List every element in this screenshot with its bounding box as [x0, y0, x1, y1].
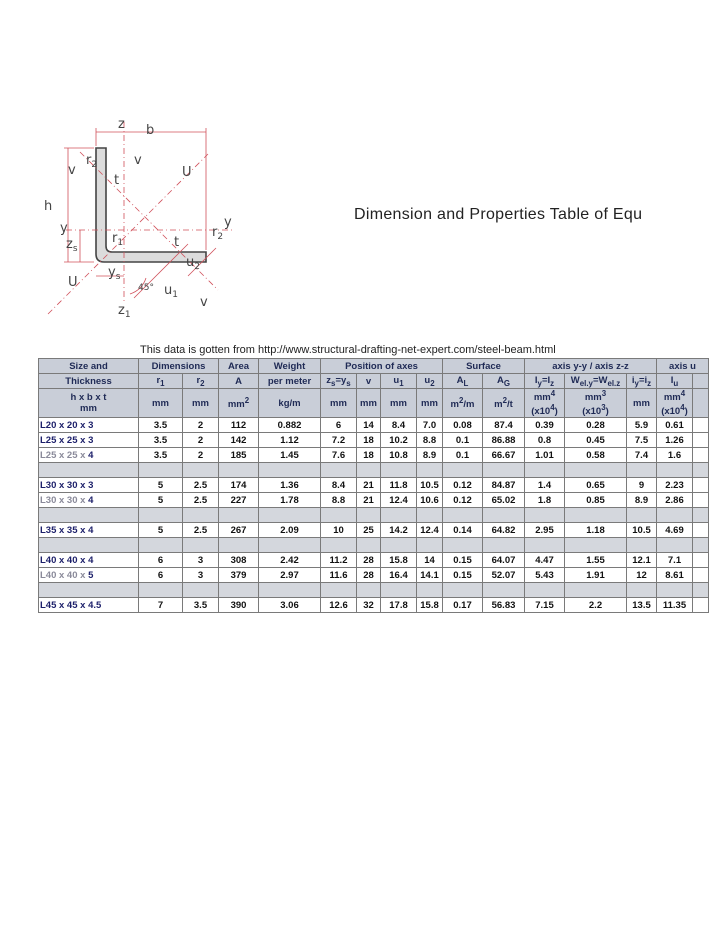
spacer-cell: [39, 583, 139, 598]
table-cell: 3: [183, 568, 219, 583]
unit-u2: mm: [417, 389, 443, 418]
table-cell: 2.86: [657, 493, 693, 508]
table-cell: 1.45: [259, 448, 321, 463]
table-cell: 64.82: [483, 523, 525, 538]
table-body: [39, 418, 709, 613]
spacer-cell: [39, 463, 139, 478]
spacer-cell: [483, 463, 525, 478]
section-name: L40 x 40 x 4: [39, 553, 139, 568]
section-name: L35 x 35 x 4: [39, 523, 139, 538]
table-cell: 10.5: [627, 523, 657, 538]
header-dimensions: Dimensions: [139, 359, 219, 374]
header-a: A: [219, 374, 259, 389]
table-cell: 1.6: [657, 448, 693, 463]
table-cell: 7.5: [627, 433, 657, 448]
table-cell: 12.1: [627, 553, 657, 568]
table-cell: 52.07: [483, 568, 525, 583]
table-cell: 1.91: [565, 568, 627, 583]
table-cell: 185: [219, 448, 259, 463]
table-cell-extra: [693, 448, 709, 463]
spacer-cell: [259, 508, 321, 523]
table-cell: 18: [357, 448, 381, 463]
unit-zs: mm: [321, 389, 357, 418]
table-cell: 7: [139, 598, 183, 613]
table-cell: 14: [357, 418, 381, 433]
header-ag: $A_G$: [483, 374, 525, 389]
table-cell: 28: [357, 568, 381, 583]
header-axis-u: axis u: [657, 359, 709, 374]
table-cell: 3.5: [139, 448, 183, 463]
table-row: [39, 598, 709, 613]
table-cell: 112: [219, 418, 259, 433]
table-cell: 0.17: [443, 598, 483, 613]
spacer-row: [39, 463, 709, 478]
table-cell: 0.85: [565, 493, 627, 508]
table-cell: 6: [321, 418, 357, 433]
table-cell: 2.42: [259, 553, 321, 568]
spacer-cell: [139, 538, 183, 553]
unit-u1: mm: [381, 389, 417, 418]
unit-iy: $mm^4$ $(x10^4)$: [525, 389, 565, 418]
spacer-row: [39, 508, 709, 523]
header-al: $A_L$: [443, 374, 483, 389]
table-cell: 7.6: [321, 448, 357, 463]
spacer-cell: [627, 538, 657, 553]
table-cell: 8.8: [321, 493, 357, 508]
table-cell: 32: [357, 598, 381, 613]
table-cell: 10.6: [417, 493, 443, 508]
spacer-cell: [627, 508, 657, 523]
table-cell: 8.4: [381, 418, 417, 433]
source-note: This data is gotten from http://www.structural-drafting-net-expert.com/steel-beam.html: [140, 344, 556, 356]
table-cell: 10: [321, 523, 357, 538]
table-cell: 2.09: [259, 523, 321, 538]
spacer-cell: [357, 508, 381, 523]
table-cell: 2.5: [183, 478, 219, 493]
table-cell: 0.08: [443, 418, 483, 433]
table-cell: 142: [219, 433, 259, 448]
table-cell: 6: [139, 568, 183, 583]
header-wel: $W_{el.y}=W_{el.z}$: [565, 374, 627, 389]
table-cell-extra: [693, 523, 709, 538]
header-u1: $u_1$: [381, 374, 417, 389]
spacer-cell: [357, 538, 381, 553]
label-v-top: v: [134, 153, 142, 168]
unit-weight: kg/m: [259, 389, 321, 418]
table-cell: 65.02: [483, 493, 525, 508]
table-cell: 86.88: [483, 433, 525, 448]
table-cell: 14.1: [417, 568, 443, 583]
label-t-right: t: [174, 235, 180, 250]
table-cell: 1.55: [565, 553, 627, 568]
table-cell: 2.5: [183, 493, 219, 508]
spacer-cell: [483, 583, 525, 598]
spacer-cell: [443, 538, 483, 553]
table-cell: 5: [139, 523, 183, 538]
spacer-cell: [139, 508, 183, 523]
table-cell: 2: [183, 433, 219, 448]
table-cell: 0.15: [443, 553, 483, 568]
properties-table: [38, 358, 709, 613]
unit-r1: mm: [139, 389, 183, 418]
table-cell: 1.01: [525, 448, 565, 463]
table-cell: 11.35: [657, 598, 693, 613]
table-cell: 17.8: [381, 598, 417, 613]
section-name: L30 x 30 x 4: [39, 493, 139, 508]
table-cell: 0.1: [443, 448, 483, 463]
table-cell: 9: [627, 478, 657, 493]
table-cell: 25: [357, 523, 381, 538]
table-cell: 1.12: [259, 433, 321, 448]
header-row-symbols: [39, 374, 709, 389]
unit-extra: [693, 389, 709, 418]
header-iu: $I_u$: [657, 374, 693, 389]
spacer-cell: [259, 538, 321, 553]
table-row: [39, 418, 709, 433]
header-iy-iz: $I_y=I_z$: [525, 374, 565, 389]
spacer-cell: [183, 508, 219, 523]
header-weight: Weight: [259, 359, 321, 374]
spacer-cell: [627, 463, 657, 478]
table-cell: 2.97: [259, 568, 321, 583]
table-cell: 14: [417, 553, 443, 568]
table-cell: 16.4: [381, 568, 417, 583]
table-row: [39, 478, 709, 493]
spacer-cell: [693, 583, 709, 598]
table-cell: 0.8: [525, 433, 565, 448]
label-u2: $u_2$: [186, 255, 200, 272]
table-row: [39, 568, 709, 583]
header-area: Area: [219, 359, 259, 374]
table-cell: 21: [357, 493, 381, 508]
unit-v: mm: [357, 389, 381, 418]
header-v: v: [357, 374, 381, 389]
spacer-cell: [525, 583, 565, 598]
table-cell: 5.43: [525, 568, 565, 583]
unit-al: $m^2/m$: [443, 389, 483, 418]
header-axis-yz: axis y-y / axis z-z: [525, 359, 657, 374]
table-cell: 7.4: [627, 448, 657, 463]
table-row: [39, 523, 709, 538]
table-cell-extra: [693, 478, 709, 493]
table-cell: 12: [627, 568, 657, 583]
table-cell: 5: [139, 478, 183, 493]
table-cell: 12.6: [321, 598, 357, 613]
spacer-cell: [483, 508, 525, 523]
label-h: h: [44, 199, 53, 214]
spacer-cell: [443, 508, 483, 523]
table-cell-extra: [693, 493, 709, 508]
spacer-cell: [321, 538, 357, 553]
table-cell: 0.61: [657, 418, 693, 433]
table-cell: 0.1: [443, 433, 483, 448]
spacer-cell: [259, 463, 321, 478]
table-cell: 13.5: [627, 598, 657, 613]
table-cell: 10.2: [381, 433, 417, 448]
spacer-cell: [381, 538, 417, 553]
spacer-cell: [565, 463, 627, 478]
label-u1: $u_1$: [164, 283, 178, 300]
section-name: L40 x 40 x 5: [39, 568, 139, 583]
spacer-cell: [417, 538, 443, 553]
header-iy-radius: $i_y=i_z$: [627, 374, 657, 389]
table-cell-extra: [693, 433, 709, 448]
table-cell: 5: [139, 493, 183, 508]
section-name: L25 x 25 x 3: [39, 433, 139, 448]
table-cell-extra: [693, 418, 709, 433]
table-cell: 1.26: [657, 433, 693, 448]
section-name: L30 x 30 x 3: [39, 478, 139, 493]
table-cell: 1.18: [565, 523, 627, 538]
spacer-cell: [219, 538, 259, 553]
header-zs-ys: $z_s=y_s$: [321, 374, 357, 389]
spacer-cell: [357, 583, 381, 598]
table-cell: 0.15: [443, 568, 483, 583]
table-cell: 0.12: [443, 478, 483, 493]
table-cell: 390: [219, 598, 259, 613]
table-cell: 8.9: [417, 448, 443, 463]
spacer-cell: [39, 538, 139, 553]
table-cell: 15.8: [417, 598, 443, 613]
table-cell: 2: [183, 418, 219, 433]
table-cell: 3.5: [183, 598, 219, 613]
header-extra: [693, 374, 709, 389]
unit-area: $mm^2$: [219, 389, 259, 418]
table-row: [39, 433, 709, 448]
table-cell: 56.83: [483, 598, 525, 613]
spacer-cell: [39, 508, 139, 523]
spacer-cell: [525, 538, 565, 553]
spacer-cell: [219, 508, 259, 523]
page-title: Dimension and Properties Table of Equ: [354, 206, 643, 223]
spacer-cell: [139, 583, 183, 598]
table-cell: 174: [219, 478, 259, 493]
spacer-cell: [443, 463, 483, 478]
table-cell: 7.2: [321, 433, 357, 448]
table-cell: 1.78: [259, 493, 321, 508]
table-cell: 18: [357, 433, 381, 448]
table-cell: 308: [219, 553, 259, 568]
spacer-cell: [417, 463, 443, 478]
spacer-cell: [417, 508, 443, 523]
table-cell: 15.8: [381, 553, 417, 568]
label-v-bottom: v: [200, 295, 208, 310]
spacer-cell: [381, 583, 417, 598]
spacer-cell: [183, 463, 219, 478]
header-per-meter: per meter: [259, 374, 321, 389]
label-r1: $r_1$: [112, 231, 124, 248]
spacer-cell: [259, 583, 321, 598]
label-v-left: v: [68, 163, 76, 178]
unit-wel: $mm^3$ $(x10^3)$: [565, 389, 627, 418]
header-r1: $r_1$: [139, 374, 183, 389]
table-cell: 11.8: [381, 478, 417, 493]
table-cell: 6: [139, 553, 183, 568]
spacer-cell: [139, 463, 183, 478]
spacer-cell: [219, 583, 259, 598]
header-row-groups: [39, 359, 709, 374]
header-size: Size and: [39, 359, 139, 374]
header-row-units: [39, 389, 709, 418]
header-surface: Surface: [443, 359, 525, 374]
table-cell: 1.36: [259, 478, 321, 493]
table-cell: 4.69: [657, 523, 693, 538]
table-cell: 8.4: [321, 478, 357, 493]
label-r2-top: $r_2$: [86, 153, 98, 170]
label-b: b: [146, 123, 155, 138]
table-cell: 14.2: [381, 523, 417, 538]
table-cell: 2.95: [525, 523, 565, 538]
table-cell: 3.5: [139, 418, 183, 433]
table-cell: 11.2: [321, 553, 357, 568]
label-u-top: U: [182, 165, 192, 180]
table-cell: 28: [357, 553, 381, 568]
table-cell: 2.2: [565, 598, 627, 613]
spacer-cell: [565, 538, 627, 553]
table-cell: 227: [219, 493, 259, 508]
spacer-cell: [183, 583, 219, 598]
table-cell: 0.65: [565, 478, 627, 493]
table-cell-extra: [693, 553, 709, 568]
label-y-right: y: [224, 215, 232, 230]
table-cell: 1.4: [525, 478, 565, 493]
spacer-cell: [525, 508, 565, 523]
label-angle: 45°: [138, 283, 154, 293]
table-cell: 66.67: [483, 448, 525, 463]
section-name: L45 x 45 x 4.5: [39, 598, 139, 613]
spacer-cell: [443, 583, 483, 598]
table-cell: 0.45: [565, 433, 627, 448]
label-y-left: y: [60, 221, 68, 236]
spacer-cell: [321, 508, 357, 523]
unit-ag: $m^2/t$: [483, 389, 525, 418]
table-cell: 3.5: [139, 433, 183, 448]
spacer-cell: [657, 583, 693, 598]
table-cell: 10.5: [417, 478, 443, 493]
table-cell: 379: [219, 568, 259, 583]
label-u-left: U: [68, 275, 78, 290]
table-cell: 1.8: [525, 493, 565, 508]
table-cell: 8.61: [657, 568, 693, 583]
header-u2: $u_2$: [417, 374, 443, 389]
label-z1: $z_1$: [118, 303, 131, 318]
spacer-cell: [321, 583, 357, 598]
spacer-cell: [693, 538, 709, 553]
table-row: [39, 493, 709, 508]
table-cell: 12.4: [381, 493, 417, 508]
table-cell: 12.4: [417, 523, 443, 538]
spacer-cell: [657, 538, 693, 553]
table-cell: 267: [219, 523, 259, 538]
table-cell: 2: [183, 448, 219, 463]
angle-section-diagram: [38, 118, 238, 318]
table-cell: 7.15: [525, 598, 565, 613]
label-t-top: t: [114, 173, 120, 188]
table-cell: 11.6: [321, 568, 357, 583]
table-cell: 10.8: [381, 448, 417, 463]
table-cell: 0.882: [259, 418, 321, 433]
spacer-cell: [657, 463, 693, 478]
header-thickness: Thickness: [39, 374, 139, 389]
spacer-cell: [525, 463, 565, 478]
table-cell: 8.9: [627, 493, 657, 508]
spacer-cell: [183, 538, 219, 553]
table-cell: 84.87: [483, 478, 525, 493]
table-cell: 8.8: [417, 433, 443, 448]
header-position: Position of axes: [321, 359, 443, 374]
unit-iu: $mm^4$ $(x10^4)$: [657, 389, 693, 418]
label-r2-right: $r_2$: [212, 225, 224, 242]
table-cell: 3.06: [259, 598, 321, 613]
table-cell: 0.14: [443, 523, 483, 538]
spacer-cell: [417, 583, 443, 598]
table-row: [39, 448, 709, 463]
table-cell: 2.5: [183, 523, 219, 538]
section-name: L20 x 20 x 3: [39, 418, 139, 433]
label-ys: $y_s$: [108, 265, 121, 282]
unit-r2: mm: [183, 389, 219, 418]
spacer-cell: [627, 583, 657, 598]
table-cell: 7.0: [417, 418, 443, 433]
spacer-cell: [381, 508, 417, 523]
label-z-top: z: [118, 118, 125, 132]
table-cell: 64.07: [483, 553, 525, 568]
spacer-cell: [693, 508, 709, 523]
table-cell: 7.1: [657, 553, 693, 568]
spacer-cell: [357, 463, 381, 478]
unit-iy-radius: mm: [627, 389, 657, 418]
spacer-cell: [693, 463, 709, 478]
header-r2: $r_2$: [183, 374, 219, 389]
table-cell: 0.12: [443, 493, 483, 508]
table-cell: 4.47: [525, 553, 565, 568]
spacer-cell: [565, 583, 627, 598]
table-cell: 0.39: [525, 418, 565, 433]
table-cell-extra: [693, 598, 709, 613]
spacer-cell: [565, 508, 627, 523]
spacer-row: [39, 583, 709, 598]
spacer-cell: [219, 463, 259, 478]
spacer-cell: [321, 463, 357, 478]
table-cell-extra: [693, 568, 709, 583]
table-cell: 2.23: [657, 478, 693, 493]
table-cell: 5.9: [627, 418, 657, 433]
table-row: [39, 553, 709, 568]
table-cell: 3: [183, 553, 219, 568]
section-name: L25 x 25 x 4: [39, 448, 139, 463]
spacer-row: [39, 538, 709, 553]
label-zs: $z_s$: [66, 237, 78, 254]
spacer-cell: [483, 538, 525, 553]
table-cell: 0.58: [565, 448, 627, 463]
header-units-size: h x b x t mm: [39, 389, 139, 418]
table-cell: 87.4: [483, 418, 525, 433]
spacer-cell: [381, 463, 417, 478]
table-cell: 21: [357, 478, 381, 493]
spacer-cell: [657, 508, 693, 523]
table-cell: 0.28: [565, 418, 627, 433]
